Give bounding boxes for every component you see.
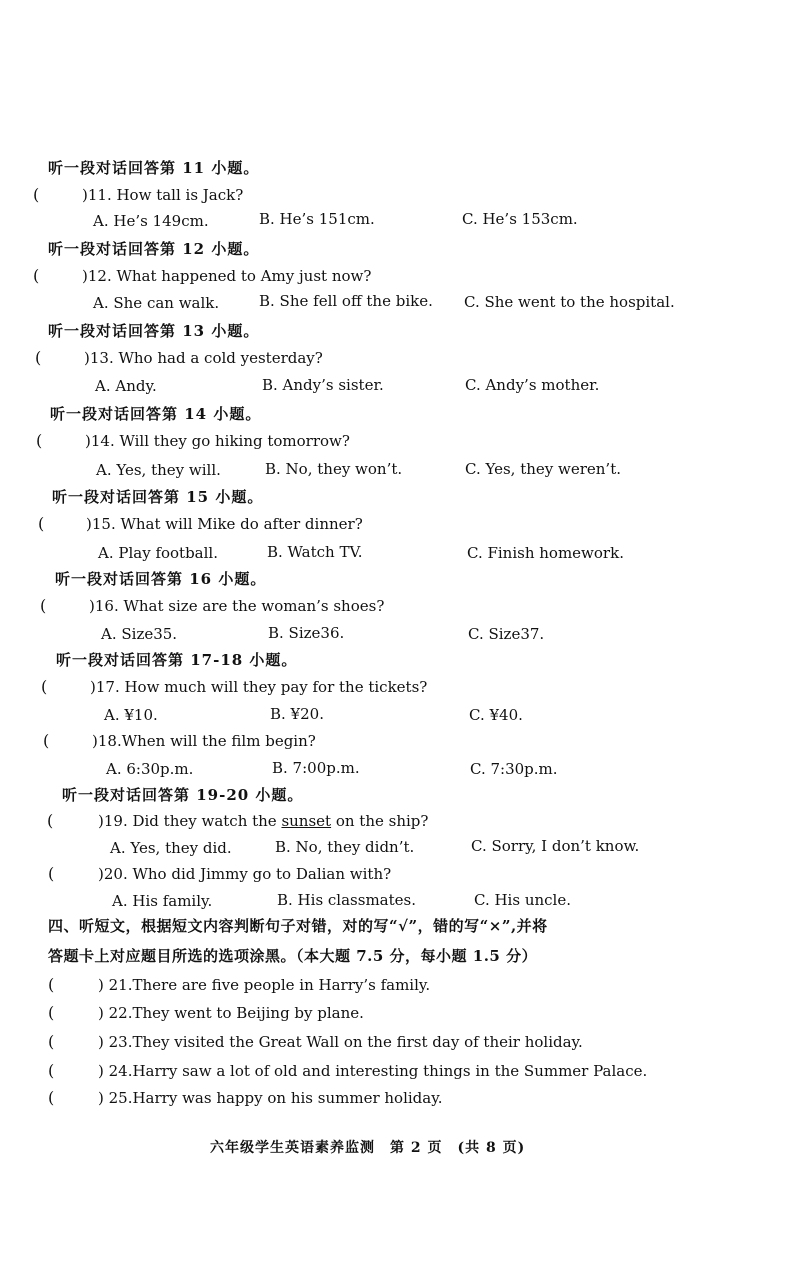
- answer-paren[interactable]: (: [33, 266, 40, 285]
- answer-paren[interactable]: (: [33, 185, 40, 204]
- group-heading: 听一段对话回答第 13 小题。: [48, 322, 260, 340]
- statement-text: ) 24.Harry saw a lot of old and interesting things in the Summer Palace.: [98, 1062, 648, 1080]
- option-b: B. Size36.: [268, 624, 345, 642]
- answer-paren[interactable]: (: [48, 1003, 55, 1022]
- question-text: )18.When will the film begin?: [92, 732, 316, 750]
- option-b: B. He’s 151cm.: [259, 210, 375, 228]
- statement-text: ) 23.They visited the Great Wall on the first day of their holiday.: [98, 1033, 583, 1051]
- option-c: C. Sorry, I don’t know.: [471, 837, 640, 855]
- question-text: [98, 811, 428, 831]
- option-a: A. Play football.: [98, 544, 218, 562]
- question-text: )17. How much will they pay for the tickets?: [90, 678, 428, 696]
- option-c: C. ¥40.: [469, 706, 523, 724]
- question-text-part: )19. Did they watch the: [98, 812, 282, 830]
- group-heading: 听一段对话回答第 12 小题。: [48, 240, 260, 258]
- option-a: A. ¥10.: [104, 706, 158, 724]
- question-text: )14. Will they go hiking tomorrow?: [85, 432, 350, 450]
- answer-paren[interactable]: (: [40, 596, 47, 615]
- statement-text: ) 21.There are five people in Harry’s family.: [98, 976, 431, 994]
- statement-text: ) 25.Harry was happy on his summer holiday.: [98, 1089, 443, 1107]
- question-text: )20. Who did Jimmy go to Dalian with?: [98, 865, 392, 883]
- option-a: A. She can walk.: [93, 294, 220, 312]
- group-heading: 听一段对话回答第 14 小题。: [50, 405, 262, 423]
- option-a: A. 6:30p.m.: [106, 760, 194, 778]
- option-b: B. Watch TV.: [267, 543, 363, 561]
- group-heading: 听一段对话回答第 19-20 小题。: [62, 786, 304, 804]
- option-c: C. Yes, they weren’t.: [465, 460, 621, 478]
- option-b: B. His classmates.: [277, 891, 416, 909]
- answer-paren[interactable]: (: [35, 348, 42, 367]
- option-c: C. Size37.: [468, 625, 545, 643]
- group-heading: 听一段对话回答第 17-18 小题。: [56, 651, 298, 669]
- answer-paren[interactable]: (: [38, 514, 45, 533]
- option-c: C. Andy’s mother.: [465, 376, 600, 394]
- question-text: )11. How tall is Jack?: [82, 186, 244, 204]
- option-c: C. She went to the hospital.: [464, 293, 675, 311]
- option-c: C. His uncle.: [474, 891, 571, 909]
- underlined-word: sunset: [281, 812, 332, 830]
- question-text-part: on the ship?: [331, 812, 429, 830]
- option-c: C. Finish homework.: [467, 544, 624, 562]
- option-a: A. Yes, they did.: [110, 839, 232, 857]
- section-instruction: 四、听短文，根据短文内容判断句子对错，对的写“√”，错的写“×”,并将: [48, 917, 548, 935]
- statement-text: ) 22.They went to Beijing by plane.: [98, 1004, 364, 1022]
- option-b: B. 7:00p.m.: [272, 759, 360, 777]
- answer-paren[interactable]: (: [41, 677, 48, 696]
- question-text: )15. What will Mike do after dinner?: [86, 515, 363, 533]
- option-b: B. ¥20.: [270, 705, 324, 723]
- section-instruction: 答题卡上对应题目所选的选项涂黑。（本大题 7.5 分，每小题 1.5 分）: [48, 947, 538, 965]
- answer-paren[interactable]: (: [48, 1088, 55, 1107]
- page-footer: 六年级学生英语素养监测 第 2 页 (共 8 页): [210, 1140, 526, 1156]
- answer-paren[interactable]: (: [47, 811, 54, 830]
- answer-paren[interactable]: (: [43, 731, 50, 750]
- group-heading: 听一段对话回答第 15 小题。: [52, 488, 264, 506]
- question-text: )13. Who had a cold yesterday?: [84, 349, 323, 367]
- option-c: C. He’s 153cm.: [462, 210, 578, 228]
- option-b: B. No, they won’t.: [265, 460, 403, 478]
- option-b: B. Andy’s sister.: [262, 376, 384, 394]
- option-a: A. Andy.: [95, 377, 157, 395]
- option-a: A. Yes, they will.: [96, 461, 221, 479]
- option-a: A. Size35.: [101, 625, 178, 643]
- option-a: A. He’s 149cm.: [93, 212, 209, 230]
- group-heading: 听一段对话回答第 11 小题。: [48, 159, 260, 177]
- answer-paren[interactable]: (: [36, 431, 43, 450]
- option-c: C. 7:30p.m.: [470, 760, 558, 778]
- answer-paren[interactable]: (: [48, 864, 55, 883]
- question-text: )16. What size are the woman’s shoes?: [89, 597, 385, 615]
- answer-paren[interactable]: (: [48, 1032, 55, 1051]
- answer-paren[interactable]: (: [48, 1061, 55, 1080]
- option-a: A. His family.: [112, 892, 213, 910]
- question-text: )12. What happened to Amy just now?: [82, 267, 372, 285]
- option-b: B. She fell off the bike.: [259, 292, 433, 310]
- group-heading: 听一段对话回答第 16 小题。: [55, 570, 267, 588]
- option-b: B. No, they didn’t.: [275, 838, 415, 856]
- answer-paren[interactable]: (: [48, 975, 55, 994]
